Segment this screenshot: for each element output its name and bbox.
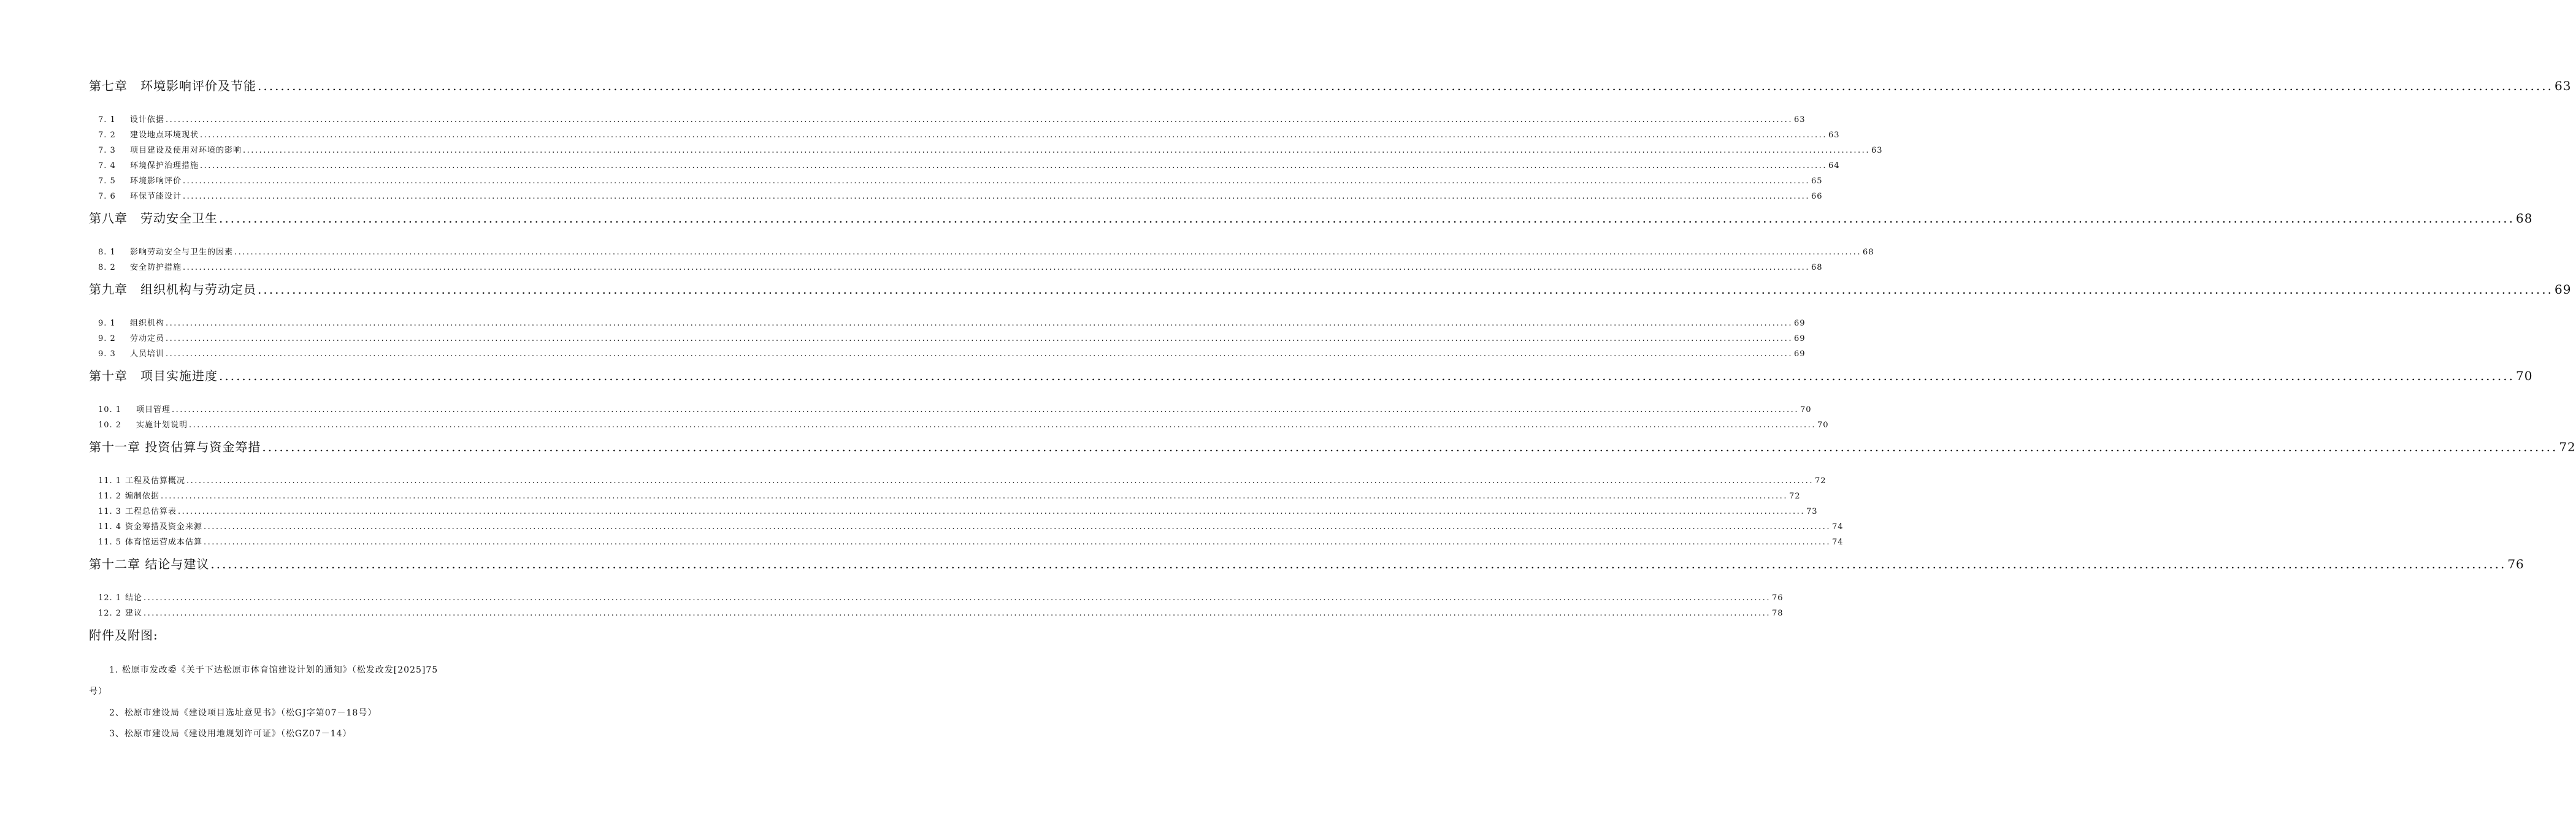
- section-title: 项目管理: [136, 405, 171, 414]
- section-title: 影响劳动安全与卫生的因素: [130, 248, 234, 257]
- page-number: 69: [1793, 334, 1806, 343]
- page-number: 69: [1793, 349, 1806, 359]
- leader-dots: ................................................................................................................................................................................................................................................................................................................................................................................................................: [144, 609, 1771, 618]
- section-number: 9. 2: [98, 334, 116, 343]
- leader-dots: ................................................................................................................................................................................................................................................................................................................................................................................................................: [262, 440, 2558, 454]
- leader-dots: ................................................................................................................................................................................................................................................................................................................................................................................................................: [161, 492, 1788, 501]
- section-title: 建议: [125, 609, 143, 618]
- leader-dots: ................................................................................................................................................................................................................................................................................................................................................................................................................: [204, 522, 1831, 532]
- page-number: 70: [1817, 421, 1829, 430]
- chapter-title: 第九章 组织机构与劳动定员: [89, 282, 256, 297]
- page-number: 68: [1811, 263, 1823, 272]
- leader-dots: ................................................................................................................................................................................................................................................................................................................................................................................................................: [144, 593, 1771, 603]
- section-number: 7. 1: [98, 115, 116, 124]
- toc-section-entry: [98, 535, 1844, 547]
- page-number: 72: [1788, 492, 1801, 501]
- toc-section-entry: [98, 418, 1829, 430]
- section-title: 结论: [125, 593, 143, 603]
- toc-section-entry: [98, 316, 1806, 328]
- toc-section-entry: [98, 489, 1801, 501]
- toc-section-entry: [98, 606, 1784, 618]
- toc-section-entry: [98, 143, 1883, 155]
- toc-section-entry: [98, 261, 1823, 272]
- annex-item: 号）: [89, 687, 107, 696]
- page-number: 64: [1828, 161, 1840, 170]
- toc-chapter-entry: [89, 280, 2572, 297]
- toc-section-entry: [98, 128, 1840, 140]
- section-number: 10. 2: [98, 421, 122, 430]
- page-number: 76: [2507, 557, 2524, 571]
- page-number: 69: [1793, 319, 1806, 328]
- leader-dots: ................................................................................................................................................................................................................................................................................................................................................................................................................: [166, 334, 1793, 343]
- leader-dots: ................................................................................................................................................................................................................................................................................................................................................................................................................: [183, 177, 1810, 186]
- annex-heading: 附件及附图:: [89, 628, 158, 643]
- section-title: 安全防护措施: [130, 263, 182, 272]
- leader-dots: ................................................................................................................................................................................................................................................................................................................................................................................................................: [258, 78, 2553, 93]
- leader-dots: ................................................................................................................................................................................................................................................................................................................................................................................................................: [200, 161, 1827, 170]
- page-number: 72: [1814, 476, 1827, 486]
- toc-section-entry: [98, 189, 1823, 201]
- toc-chapter-entry: [89, 208, 2533, 226]
- section-title: 资金筹措及资金来源: [125, 522, 203, 532]
- section-number: 11. 1: [98, 476, 122, 486]
- leader-dots: ................................................................................................................................................................................................................................................................................................................................................................................................................: [219, 368, 2515, 383]
- page-number: 78: [1771, 609, 1784, 618]
- page-number: 63: [1828, 131, 1840, 140]
- toc-chapter-entry: [89, 76, 2572, 94]
- section-title: 工程及估算概况: [125, 476, 186, 486]
- leader-dots: ................................................................................................................................................................................................................................................................................................................................................................................................................: [210, 557, 2507, 571]
- leader-dots: ................................................................................................................................................................................................................................................................................................................................................................................................................: [172, 405, 1799, 414]
- toc-section-entry: [98, 332, 1806, 343]
- leader-dots: ................................................................................................................................................................................................................................................................................................................................................................................................................: [204, 538, 1831, 547]
- chapter-title: 第七章 环境影响评价及节能: [89, 78, 256, 93]
- toc-section-entry: [98, 474, 1827, 486]
- toc-section-entry: [98, 505, 1818, 516]
- section-number: 12. 2: [98, 609, 122, 618]
- section-number: 7. 4: [98, 161, 116, 170]
- leader-dots: ................................................................................................................................................................................................................................................................................................................................................................................................................: [258, 282, 2553, 297]
- leader-dots: ................................................................................................................................................................................................................................................................................................................................................................................................................: [183, 263, 1810, 272]
- section-title: 体育馆运营成本估算: [125, 538, 203, 547]
- leader-dots: ................................................................................................................................................................................................................................................................................................................................................................................................................: [166, 349, 1793, 359]
- page-number: 69: [2554, 282, 2572, 297]
- page-number: 68: [2515, 211, 2533, 226]
- section-number: 9. 1: [98, 319, 116, 328]
- section-number: 11. 2: [98, 492, 122, 501]
- annex-item: 1. 松原市发改委《关于下达松原市体育馆建设计划的通知》（松发改发[2025]75: [109, 665, 439, 675]
- section-title: 建设地点环境现状: [130, 131, 199, 140]
- section-title: 实施计划说明: [136, 421, 188, 430]
- section-title: 设计依据: [130, 115, 165, 124]
- page-number: 72: [2559, 440, 2576, 454]
- page-number: 66: [1811, 192, 1823, 201]
- toc-section-entry: [98, 245, 1874, 257]
- section-number: 8. 2: [98, 263, 116, 272]
- section-number: 7. 3: [98, 146, 116, 155]
- leader-dots: ................................................................................................................................................................................................................................................................................................................................................................................................................: [166, 115, 1793, 124]
- section-number: 7. 6: [98, 192, 116, 201]
- section-title: 编制依据: [125, 492, 160, 501]
- page-number: 63: [1871, 146, 1883, 155]
- toc-section-entry: [98, 403, 1812, 414]
- leader-dots: ................................................................................................................................................................................................................................................................................................................................................................................................................: [243, 146, 1870, 155]
- section-number: 11. 4: [98, 522, 122, 532]
- chapter-title: 第十章 项目实施进度: [89, 368, 218, 383]
- toc-chapter-entry: [89, 437, 2576, 455]
- section-title: 工程总估算表: [125, 507, 177, 516]
- page-number: 63: [2554, 78, 2572, 93]
- chapter-title: 第八章 劳动安全卫生: [89, 211, 218, 226]
- section-number: 8. 1: [98, 248, 116, 257]
- toc-chapter-entry: [89, 554, 2524, 572]
- page-number: 65: [1811, 177, 1823, 186]
- toc-section-entry: [98, 159, 1840, 170]
- section-title: 人员培训: [130, 349, 165, 359]
- leader-dots: ................................................................................................................................................................................................................................................................................................................................................................................................................: [166, 319, 1793, 328]
- section-number: 7. 5: [98, 177, 116, 186]
- chapter-title: 第十二章 结论与建议: [89, 557, 210, 571]
- chapter-title: 第十一章 投资估算与资金筹措: [89, 440, 261, 454]
- section-title: 环境影响评价: [130, 177, 182, 186]
- page-number: 74: [1831, 538, 1844, 547]
- toc-section-entry: [98, 520, 1844, 532]
- leader-dots: ................................................................................................................................................................................................................................................................................................................................................................................................................: [234, 248, 1861, 257]
- section-title: 环境保护治理措施: [130, 161, 199, 170]
- page-number: 68: [1862, 248, 1874, 257]
- leader-dots: ................................................................................................................................................................................................................................................................................................................................................................................................................: [219, 211, 2515, 226]
- annex-item: 3、松原市建设局《建设用地规划许可证》（松GZ07－14）: [109, 729, 352, 739]
- annex-item: 2、松原市建设局《建设项目选址意见书》（松GJ字第07－18号）: [109, 708, 377, 718]
- section-number: 7. 2: [98, 131, 116, 140]
- page-number: 63: [1793, 115, 1806, 124]
- section-title: 项目建设及使用对环境的影响: [130, 146, 242, 155]
- leader-dots: ................................................................................................................................................................................................................................................................................................................................................................................................................: [178, 507, 1805, 516]
- toc-chapter-entry: [89, 366, 2533, 384]
- section-title: 环保节能设计: [130, 192, 182, 201]
- section-number: 12. 1: [98, 593, 122, 603]
- section-number: 11. 3: [98, 507, 122, 516]
- section-number: 11. 5: [98, 538, 122, 547]
- page-number: 73: [1806, 507, 1818, 516]
- toc-section-entry: [98, 174, 1823, 186]
- leader-dots: ................................................................................................................................................................................................................................................................................................................................................................................................................: [183, 192, 1810, 201]
- section-title: 劳动定员: [130, 334, 165, 343]
- page-number: 76: [1771, 593, 1784, 603]
- section-number: 9. 3: [98, 349, 116, 359]
- page-number: 70: [2515, 368, 2533, 383]
- page-number: 74: [1831, 522, 1844, 532]
- leader-dots: ................................................................................................................................................................................................................................................................................................................................................................................................................: [200, 131, 1827, 140]
- section-title: 组织机构: [130, 319, 165, 328]
- toc-section-entry: [98, 113, 1806, 124]
- toc-section-entry: [98, 347, 1806, 359]
- leader-dots: ................................................................................................................................................................................................................................................................................................................................................................................................................: [189, 421, 1816, 430]
- page-number: 70: [1800, 405, 1812, 414]
- leader-dots: ................................................................................................................................................................................................................................................................................................................................................................................................................: [186, 476, 1814, 486]
- toc-section-entry: [98, 591, 1784, 603]
- section-number: 10. 1: [98, 405, 122, 414]
